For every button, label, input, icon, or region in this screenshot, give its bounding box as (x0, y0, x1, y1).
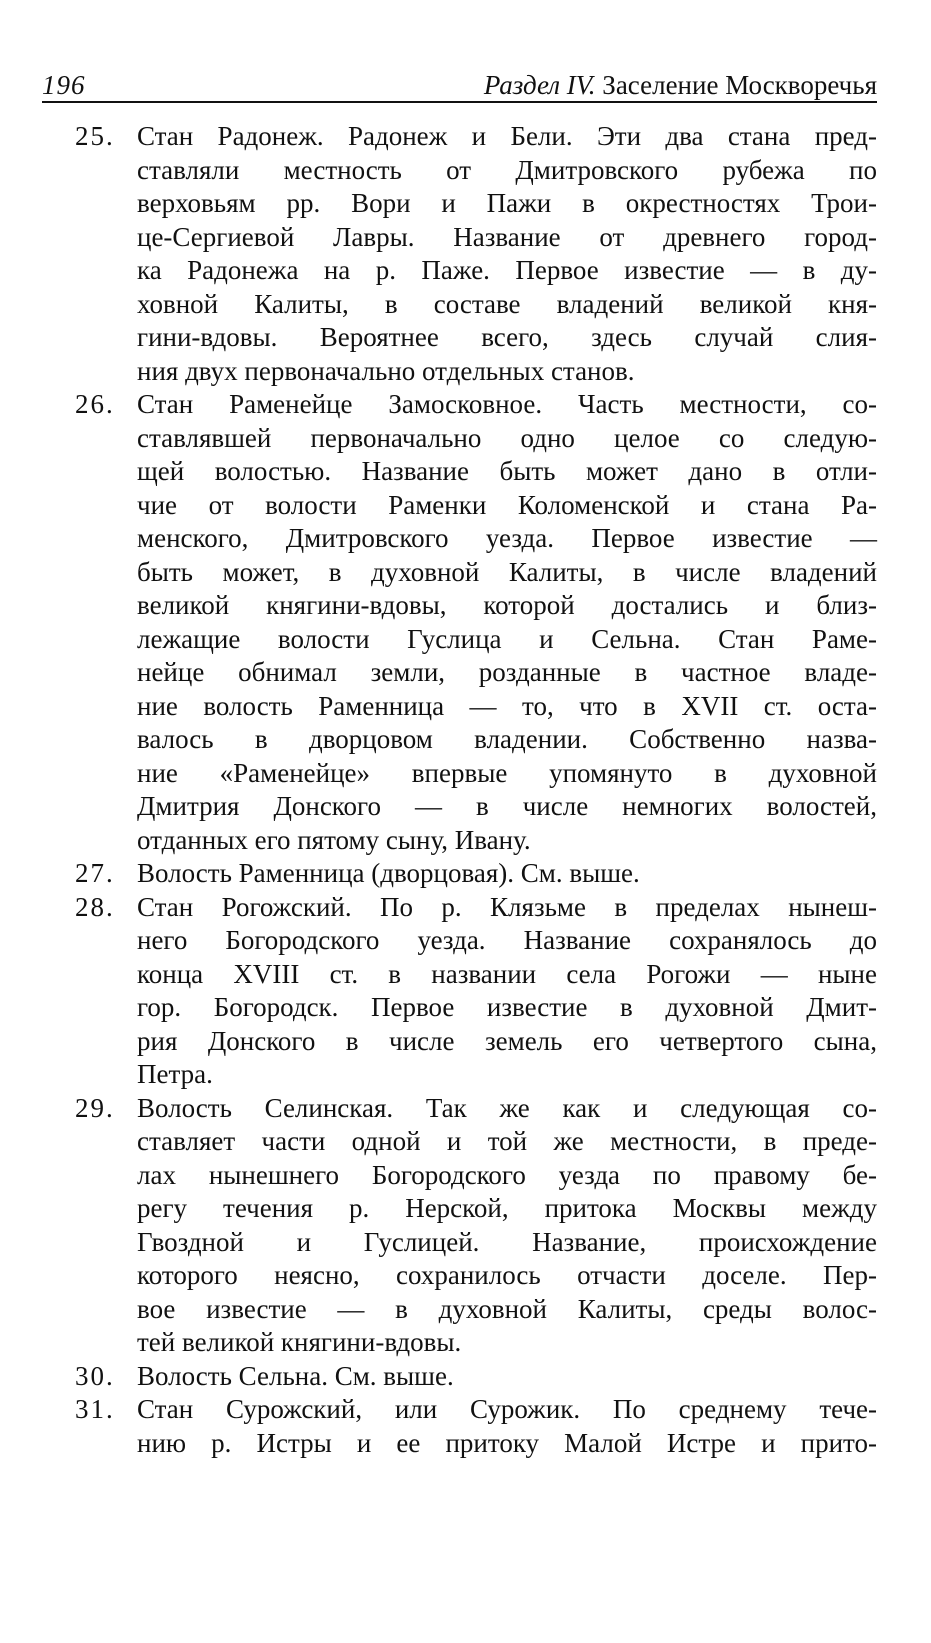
text-line: великой княгини-вдовы, которой достались и близ- (137, 590, 877, 620)
text-line: ховной Калиты, в составе владений великой кня- (137, 288, 877, 319)
text-line: ставляет части одной и той же местности, в преде- (137, 1126, 877, 1156)
list-item (75, 120, 877, 388)
entry-number: 26. (75, 389, 115, 419)
text-line: вое известие — в духовной Калиты, среды волос- (137, 1293, 877, 1324)
list-item (75, 388, 877, 857)
list-item (75, 1092, 877, 1360)
text-line: Стан Рогожский. По р. Клязьме в пределах нынеш- (137, 891, 877, 922)
running-header (42, 64, 877, 100)
text-line: Волость Сельна. См. выше. (137, 1360, 454, 1391)
text-line: нейце обнимал земли, розданные в частное владе- (137, 657, 877, 687)
text-line: щей волостью. Название быть может дано в отли- (137, 456, 877, 486)
entry-number: 27. (75, 858, 115, 888)
text-line: Стан Раменейце Замосковное. Часть местности, со- (137, 389, 877, 419)
text-line: чие от волости Раменки Коломенской и стана Ра- (137, 489, 877, 520)
text-line: ние волость Раменница — то, что в XVII ст. оста- (137, 690, 877, 721)
text-line: Стан Сурожский, или Сурожик. По среднему тече- (137, 1394, 877, 1424)
entry-text (137, 857, 877, 891)
entry-number: 28. (75, 891, 115, 922)
section-label: Раздел IV. (483, 70, 596, 100)
text-line: тей великой княгини-вдовы. (137, 1327, 462, 1357)
text-line: Гвоздной и Гуслицей. Название, происхождение (137, 1226, 877, 1257)
section-title (484, 70, 877, 100)
text-line: которого неясно, сохранилось отчасти доселе. Пер- (137, 1260, 877, 1290)
text-line: ставляли местность от Дмитровского рубежа по (137, 154, 877, 185)
text-line: гор. Богородск. Первое известие в духовной Дмит- (137, 992, 877, 1022)
text-line: быть может, в духовной Калиты, в числе владений (137, 556, 877, 587)
text-line: нию р. Истры и ее притоку Малой Истре и прито- (137, 1427, 877, 1458)
text-line: лежащие волости Гуслица и Сельна. Стан Раме- (137, 623, 877, 654)
text-line: конца XVIII ст. в названии села Рогожи — ныне (137, 958, 877, 989)
entry-text (137, 1092, 877, 1360)
text-line: Стан Радонеж. Радонеж и Бели. Эти два стана пред- (137, 121, 877, 151)
entry-text (137, 1360, 877, 1394)
text-line: ние «Раменейце» впервые упомянуто в духовной (137, 757, 877, 788)
text-line: лах нынешнего Богородского уезда по правому бе- (137, 1159, 877, 1190)
text-line: ка Радонежа на р. Паже. Первое известие — в ду- (137, 255, 877, 285)
text-line: гини-вдовы. Вероятнее всего, здесь случай слия- (137, 322, 877, 352)
entry-text (137, 120, 877, 388)
list-item (75, 891, 877, 1092)
entry-text (137, 388, 877, 857)
header-rule (42, 101, 877, 103)
list-item (75, 1360, 877, 1394)
text-line: рия Донского в числе земель его четвертого сына, (137, 1025, 877, 1056)
text-line: Дмитрия Донского — в числе немногих волостей, (137, 791, 877, 821)
text-line: регу течения р. Нерской, притока Москвы между (137, 1193, 877, 1223)
text-line: це-Сергиевой Лавры. Название от древнего город- (137, 221, 877, 252)
text-line: менского, Дмитровского уезда. Первое известие — (137, 523, 877, 553)
text-line: ния двух первоначально отдельных станов. (137, 355, 635, 386)
entry-text (137, 891, 877, 1092)
section-name: Заселение Москворечья (602, 70, 877, 100)
text-line: ставлявшей первоначально одно целое со следую- (137, 422, 877, 453)
entry-number: 29. (75, 1092, 115, 1123)
entry-number: 25. (75, 121, 115, 151)
list-item (75, 1393, 877, 1460)
text-line: верховьям рр. Вори и Пажи в окрестностях Трои- (137, 188, 877, 218)
entry-list (75, 120, 877, 1460)
entry-number: 30. (75, 1360, 115, 1391)
list-item (75, 857, 877, 891)
text-line: валось в дворцовом владении. Собственно назва- (137, 724, 877, 754)
page-number: 196 (42, 70, 86, 100)
text-line: Волость Раменница (дворцовая). См. выше. (137, 858, 640, 888)
entry-number: 31. (75, 1394, 115, 1424)
text-line: Волость Селинская. Так же как и следующая со- (137, 1092, 877, 1123)
text-line: него Богородского уезда. Название сохранялось до (137, 925, 877, 955)
text-line: отданных его пятому сыну, Ивану. (137, 824, 531, 855)
entry-text (137, 1393, 877, 1460)
text-line: Петра. (137, 1059, 213, 1089)
